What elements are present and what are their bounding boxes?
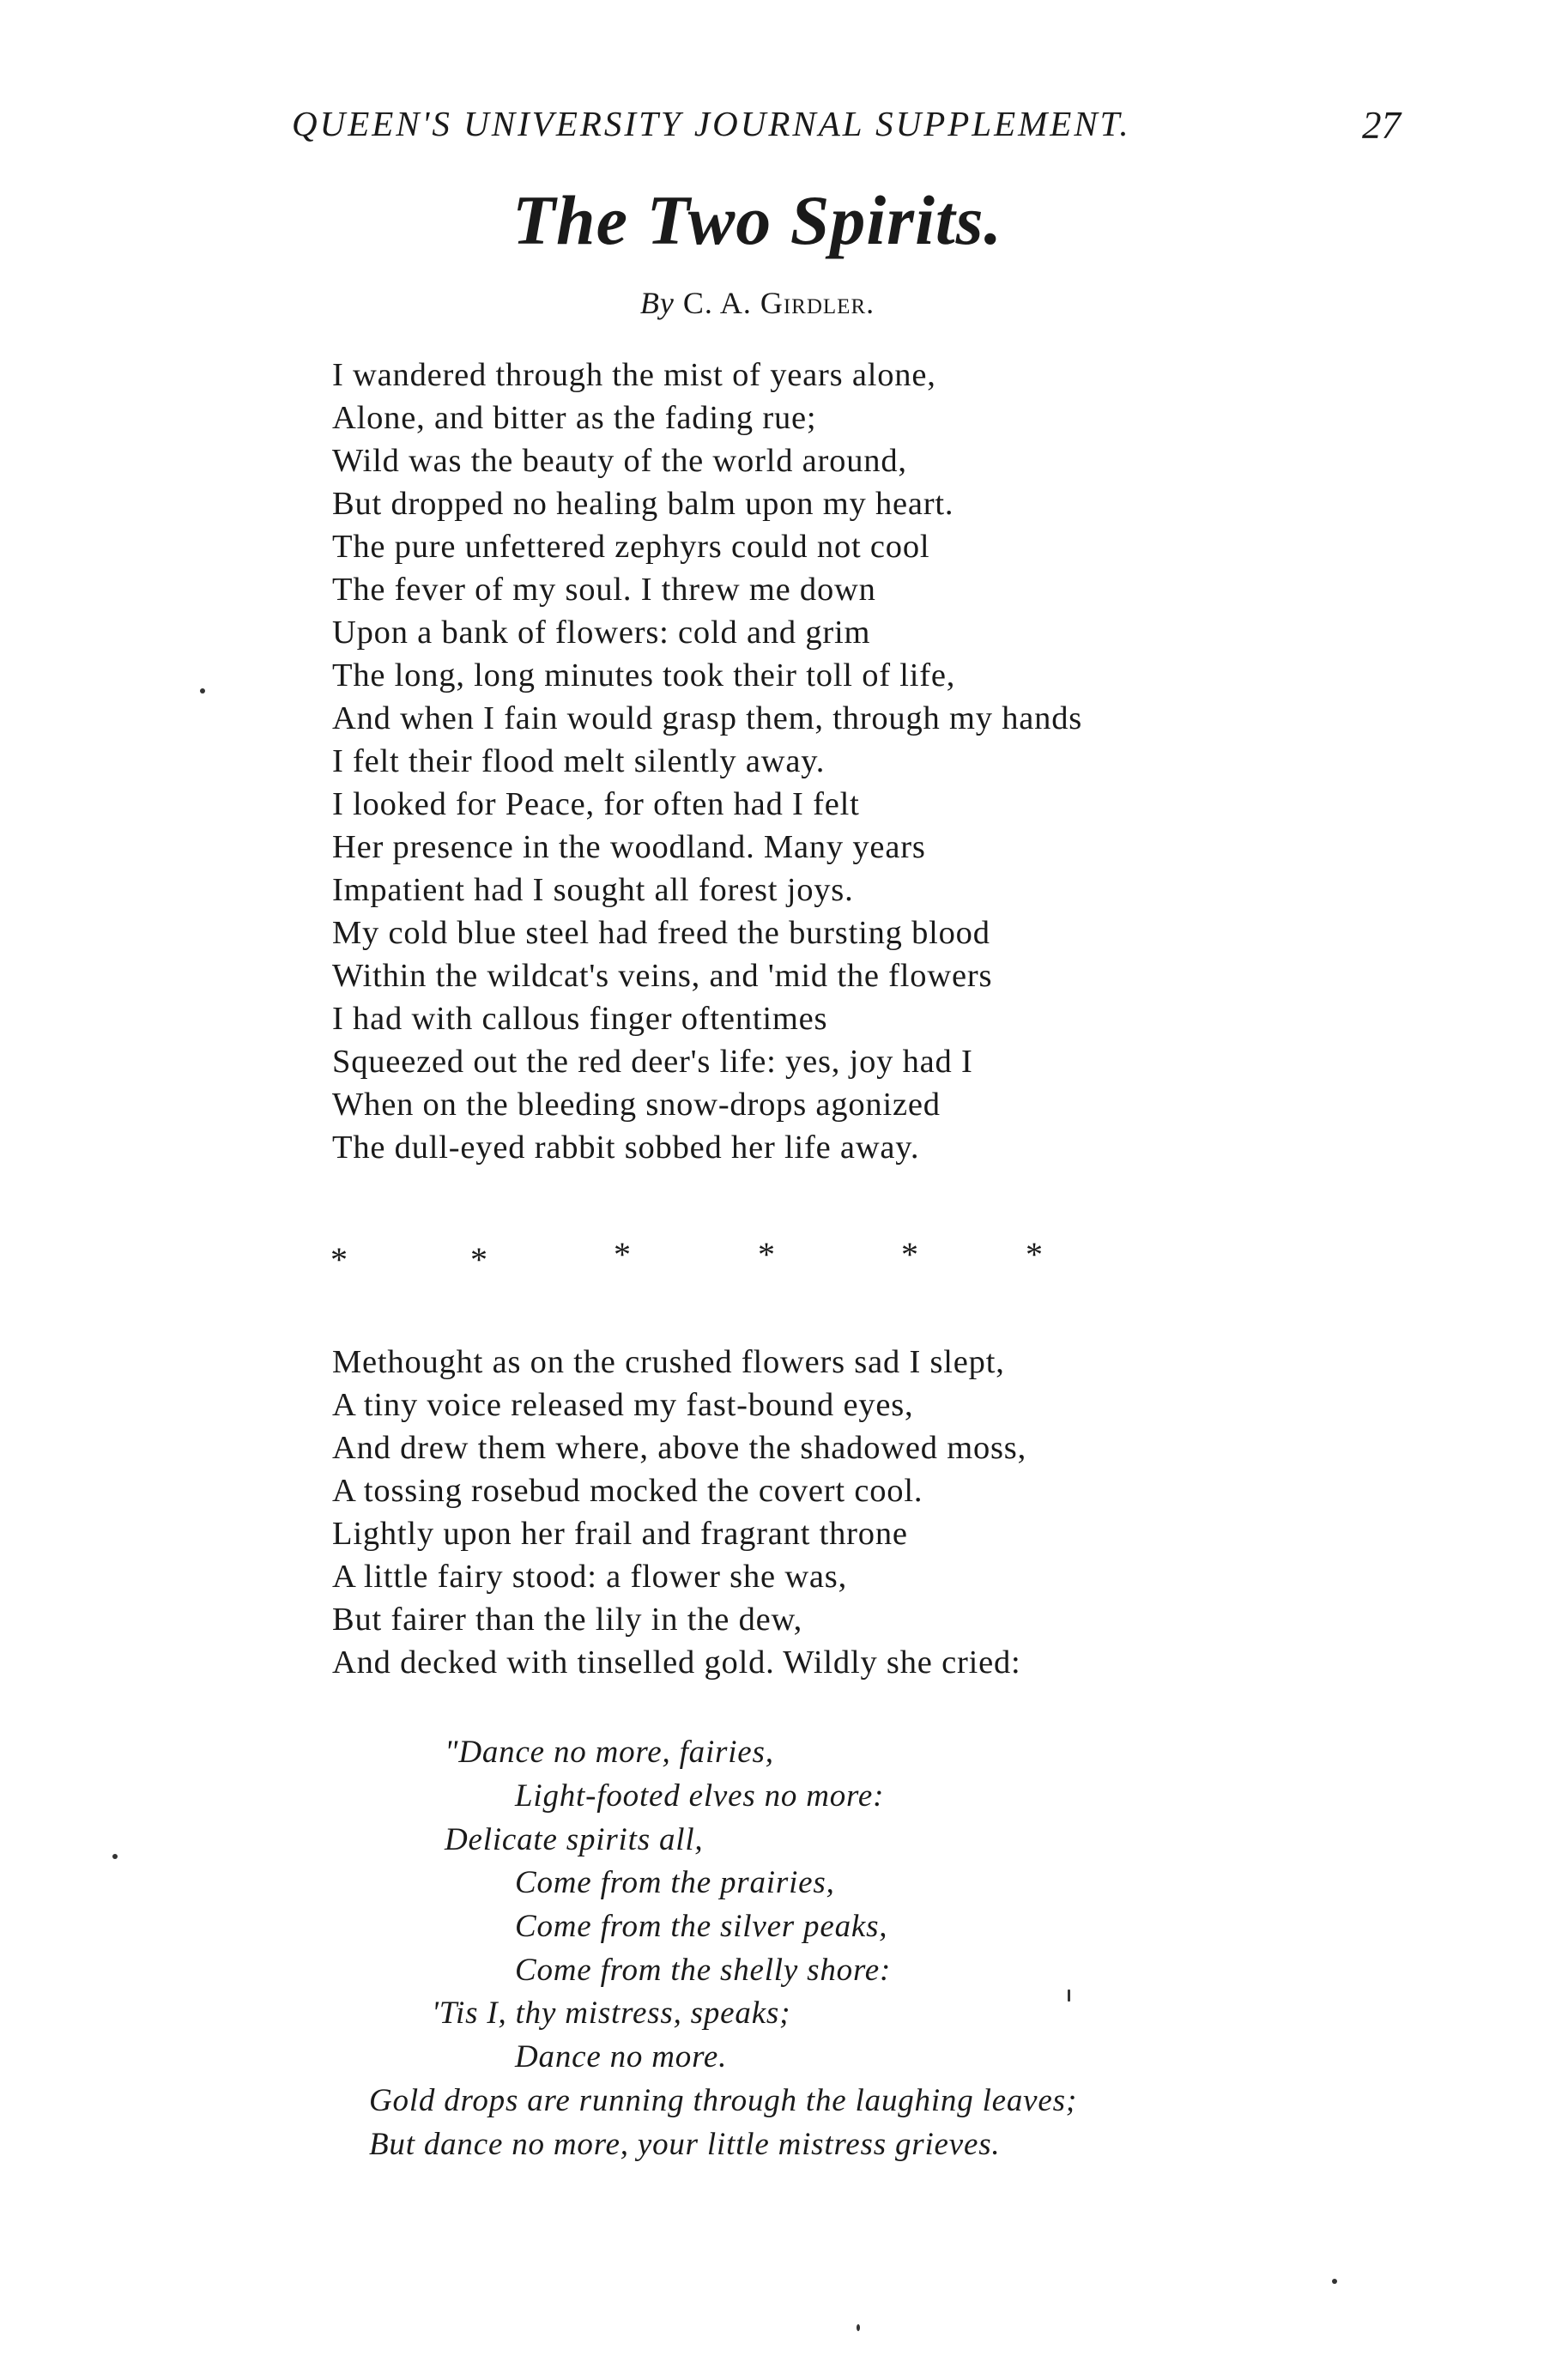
poem-line: Upon a bank of flowers: cold and grim — [332, 615, 871, 651]
poem-line: I looked for Peace, for often had I felt — [332, 786, 860, 822]
poem-line: Her presence in the woodland. Many years — [332, 829, 926, 865]
song-line: Come from the silver peaks, — [515, 1909, 888, 1944]
poem-line: I wandered through the mist of years alone, — [332, 357, 936, 393]
byline-author: C. A. Girdler. — [682, 286, 875, 320]
song-line: Come from the prairies, — [515, 1865, 835, 1900]
song-line: Delicate spirits all, — [445, 1822, 704, 1857]
song-line: 'Tis I, thy mistress, speaks; — [432, 1996, 791, 2031]
poem-line: But dropped no healing balm upon my heart. — [332, 486, 954, 522]
song-line: Come from the shelly shore: — [515, 1953, 892, 1988]
separator-asterisk: * — [1026, 1235, 1043, 1274]
poem-line: Wild was the beauty of the world around, — [332, 443, 907, 479]
poem-line: A tossing rosebud mocked the covert cool. — [332, 1473, 923, 1509]
separator-asterisk: * — [470, 1240, 487, 1279]
poem-line: When on the bleeding snow-drops agonized — [332, 1087, 941, 1123]
poem-line: And decked with tinselled gold. Wildly she cried: — [332, 1644, 1021, 1681]
separator-asterisk: * — [901, 1235, 918, 1274]
poem-line: I felt their flood melt silently away. — [332, 743, 826, 779]
poem-line: My cold blue steel had freed the bursting blood — [332, 915, 990, 951]
poem-title: The Two Spirits. — [512, 181, 1003, 259]
separator-asterisk: * — [758, 1235, 775, 1274]
song-line: But dance no more, your little mistress grieves. — [369, 2127, 1001, 2162]
poem-line: And drew them where, above the shadowed moss, — [332, 1430, 1027, 1466]
stanza-one — [332, 354, 1082, 1169]
poem-line: I had with callous finger oftentimes — [332, 1001, 828, 1037]
song-line: "Dance no more, fairies, — [445, 1735, 774, 1770]
byline — [0, 285, 1515, 321]
song-line: Light-footed elves no more: — [515, 1778, 885, 1814]
poem-line: The pure unfettered zephyrs could not cool — [332, 529, 930, 565]
print-speck — [112, 1854, 118, 1859]
print-speck — [200, 688, 205, 693]
poem-line: Alone, and bitter as the fading rue; — [332, 400, 817, 436]
byline-prefix: By — [639, 286, 675, 320]
song-line: Gold drops are running through the laughing leaves; — [369, 2083, 1077, 2118]
poem-line: Methought as on the crushed flowers sad I slept, — [332, 1344, 1005, 1380]
poem-line: The long, long minutes took their toll of life, — [332, 657, 956, 693]
poem-line: But fairer than the lily in the dew, — [332, 1602, 803, 1638]
running-head: QUEEN'S UNIVERSITY JOURNAL SUPPLEMENT. — [292, 104, 1131, 143]
page-number: 27 — [1362, 104, 1401, 147]
poem-line: Within the wildcat's veins, and 'mid the flowers — [332, 958, 993, 994]
poem-line: Lightly upon her frail and fragrant throne — [332, 1516, 908, 1552]
stanza-two — [332, 1341, 1026, 1684]
poem-line: The dull-eyed rabbit sobbed her life away. — [332, 1130, 920, 1166]
poem-line: The fever of my soul. I threw me down — [332, 572, 876, 608]
print-speck — [857, 2324, 860, 2331]
print-speck — [1332, 2279, 1337, 2284]
poem-line: And when I fain would grasp them, through my hands — [332, 700, 1083, 736]
separator-asterisk: * — [614, 1235, 631, 1274]
song-line: Dance no more. — [515, 2039, 728, 2074]
poem-line: A little fairy stood: a flower she was, — [332, 1559, 848, 1595]
poem-line: Squeezed out the red deer's life: yes, joy had I — [332, 1044, 973, 1080]
print-speck — [1068, 1990, 1070, 2002]
poem-line: A tiny voice released my fast-bound eyes, — [332, 1387, 914, 1423]
poem-line: Impatient had I sought all forest joys. — [332, 872, 854, 908]
separator-asterisk: * — [330, 1240, 348, 1279]
